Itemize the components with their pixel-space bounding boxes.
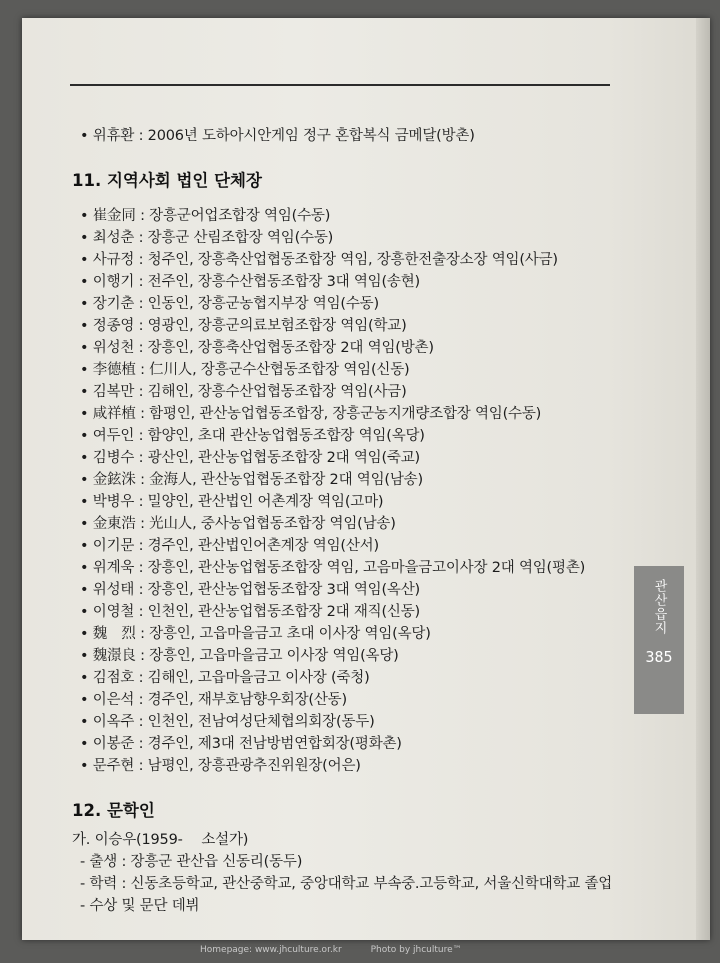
photo-credit-footer	[200, 945, 488, 955]
list-item: • 咸祥植 : 함평인, 관산농업협동조합장, 장흥군농지개량조합장 역임(수동)	[80, 406, 542, 422]
book-page	[22, 18, 710, 940]
list-item: • 김복만 : 김해인, 장흥수산업협동조합장 역임(사금)	[80, 384, 407, 400]
list-item: • 사규정 : 청주인, 장흥축산업협동조합장 역임, 장흥한전출장소장 역임(사금)	[80, 252, 558, 268]
list-item: • 이기문 : 경주인, 관산법인어촌계장 역임(산서)	[80, 538, 379, 554]
list-item: • 박병우 : 밀양인, 관산법인 어촌계장 역임(고마)	[80, 494, 384, 510]
list-item: • 위성천 : 장흥인, 장흥축산업협동조합장 2대 역임(방촌)	[80, 340, 434, 356]
list-item: • 李德植 : 仁川人, 장흥군수산협동조합장 역임(신동)	[80, 362, 410, 378]
list-item: • 김병수 : 광산인, 관산농업협동조합장 2대 역임(죽교)	[80, 450, 420, 466]
side-tab-label: 관산읍지	[651, 579, 667, 635]
page-number: 385	[645, 648, 673, 666]
list-item: • 이옥주 : 인천인, 전남여성단체협의회장(동두)	[80, 714, 375, 730]
section-11-title: 11. 지역사회 법인 단체장	[72, 171, 262, 190]
list-item: • 魏 烈 : 장흥인, 고읍마을금고 초대 이사장 역임(옥당)	[80, 626, 431, 642]
footer-homepage: Homepage: www.jhculture.or.kr	[200, 945, 342, 955]
list-item: • 김점호 : 김해인, 고읍마을금고 이사장 (죽청)	[80, 670, 370, 686]
list-item: • 문주현 : 남평인, 장흥관광추진위원장(어은)	[80, 758, 361, 774]
list-item: • 金東浩 : 光山人, 중사농업협동조합장 역임(남송)	[80, 516, 396, 532]
top-item: • 위휴환 : 2006년 도하아시안게임 정구 혼합복식 금메달(방촌)	[80, 128, 475, 144]
list-item: • 이행기 : 전주인, 장흥수산협동조합장 3대 역임(송현)	[80, 274, 420, 290]
list-item: • 金鉉洙 : 金海人, 관산농업협동조합장 2대 역임(남송)	[80, 472, 423, 488]
list-item: • 최성춘 : 장흥군 산림조합장 역임(수동)	[80, 230, 334, 246]
list-item: • 이영철 : 인천인, 관산농업협동조합장 2대 재직(신동)	[80, 604, 420, 620]
list-item: • 崔金同 : 장흥군어업조합장 역임(수동)	[80, 208, 331, 224]
page-spine-edge	[696, 18, 710, 940]
header-rule	[70, 84, 610, 86]
list-item: • 장기춘 : 인동인, 장흥군농협지부장 역임(수동)	[80, 296, 379, 312]
list-item: • 위계욱 : 장흥인, 관산농업협동조합장 역임, 고음마을금고이사장 2대 역임(평촌)	[80, 560, 586, 576]
author-birth: - 출생 : 장흥군 관산읍 신동리(동두)	[80, 854, 303, 870]
section-12-title: 12. 문학인	[72, 801, 155, 820]
list-item: • 여두인 : 함양인, 초대 관산농업협동조합장 역임(옥당)	[80, 428, 425, 444]
list-item: • 이봉준 : 경주인, 제3대 전남방범연합회장(평화촌)	[80, 736, 402, 752]
side-tab	[634, 566, 684, 714]
list-item: • 위성태 : 장흥인, 관산농업협동조합장 3대 역임(옥산)	[80, 582, 420, 598]
author-awards: - 수상 및 문단 데뷔	[80, 898, 200, 914]
list-item: • 魏澋良 : 장흥인, 고읍마을금고 이사장 역임(옥당)	[80, 648, 399, 664]
author-name: 가. 이승우(1959- 소설가)	[72, 832, 249, 848]
list-item: • 정종영 : 영광인, 장흥군의료보험조합장 역임(학교)	[80, 318, 407, 334]
footer-photo-credit: Photo by jhculture™	[370, 945, 462, 955]
list-item: • 이은석 : 경주인, 재부호남향우회장(산동)	[80, 692, 347, 708]
author-education: - 학력 : 신동초등학교, 관산중학교, 중앙대학교 부속중.고등학교, 서울신학대학교 졸업	[80, 876, 613, 892]
